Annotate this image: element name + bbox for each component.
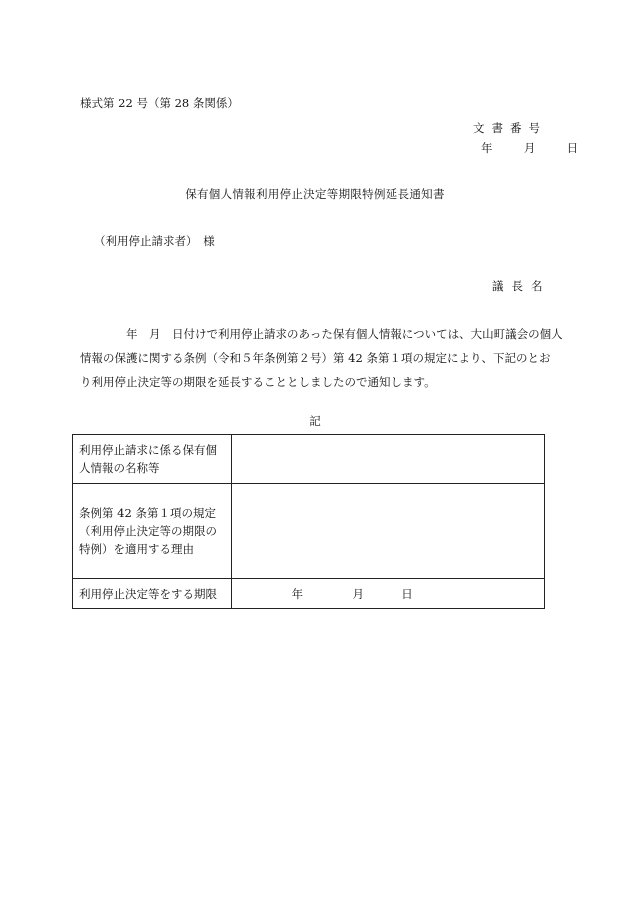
- body-line: 情報の保護に関する条例（令和５年条例第２号）第 42 条第１項の規定により、下記のとお: [80, 351, 551, 365]
- body-paragraph: [80, 322, 563, 394]
- table-row: [73, 484, 545, 579]
- form-number: 様式第 22 号（第 28 条関係）: [80, 96, 239, 110]
- table-row: [73, 435, 545, 484]
- deadline-date: [238, 586, 544, 602]
- addressee: （利用停止請求者） 様: [94, 234, 215, 248]
- body-line: 年 月 日付けで利用停止請求のあった保有個人情報については、大山町議会の個人: [80, 327, 563, 341]
- body-line: り利用停止決定等の期限を延長することとしましたので通知します。: [80, 375, 436, 389]
- date-day: 日: [566, 141, 579, 155]
- deadline-year: 年: [291, 586, 304, 601]
- deadline-month: 月: [352, 586, 364, 601]
- row-label-info-name: 利用停止請求に係る保有個 人情報の名称等: [73, 435, 232, 484]
- document-title: 保有個人情報利用停止決定等期限特例延長通知書: [185, 187, 445, 201]
- date-month: 月: [523, 141, 536, 155]
- reason-value[interactable]: [232, 484, 545, 579]
- row-label-deadline: 利用停止決定等をする期限: [73, 579, 232, 609]
- notice-table: [72, 434, 545, 609]
- deadline-day: 日: [401, 586, 413, 601]
- issue-date: [481, 140, 578, 156]
- info-name-value[interactable]: [232, 435, 545, 484]
- deadline-value[interactable]: [232, 579, 545, 609]
- row-label-reason: 条例第 42 条第１項の規定 （利用停止決定等の期限の 特例）を適用する理由: [73, 484, 232, 579]
- date-year: 年: [481, 141, 493, 155]
- sender-name: 議長名: [492, 279, 551, 293]
- table-row: [73, 579, 545, 609]
- document-number-label: 文書番号: [473, 121, 547, 135]
- ki-heading: 記: [309, 414, 321, 428]
